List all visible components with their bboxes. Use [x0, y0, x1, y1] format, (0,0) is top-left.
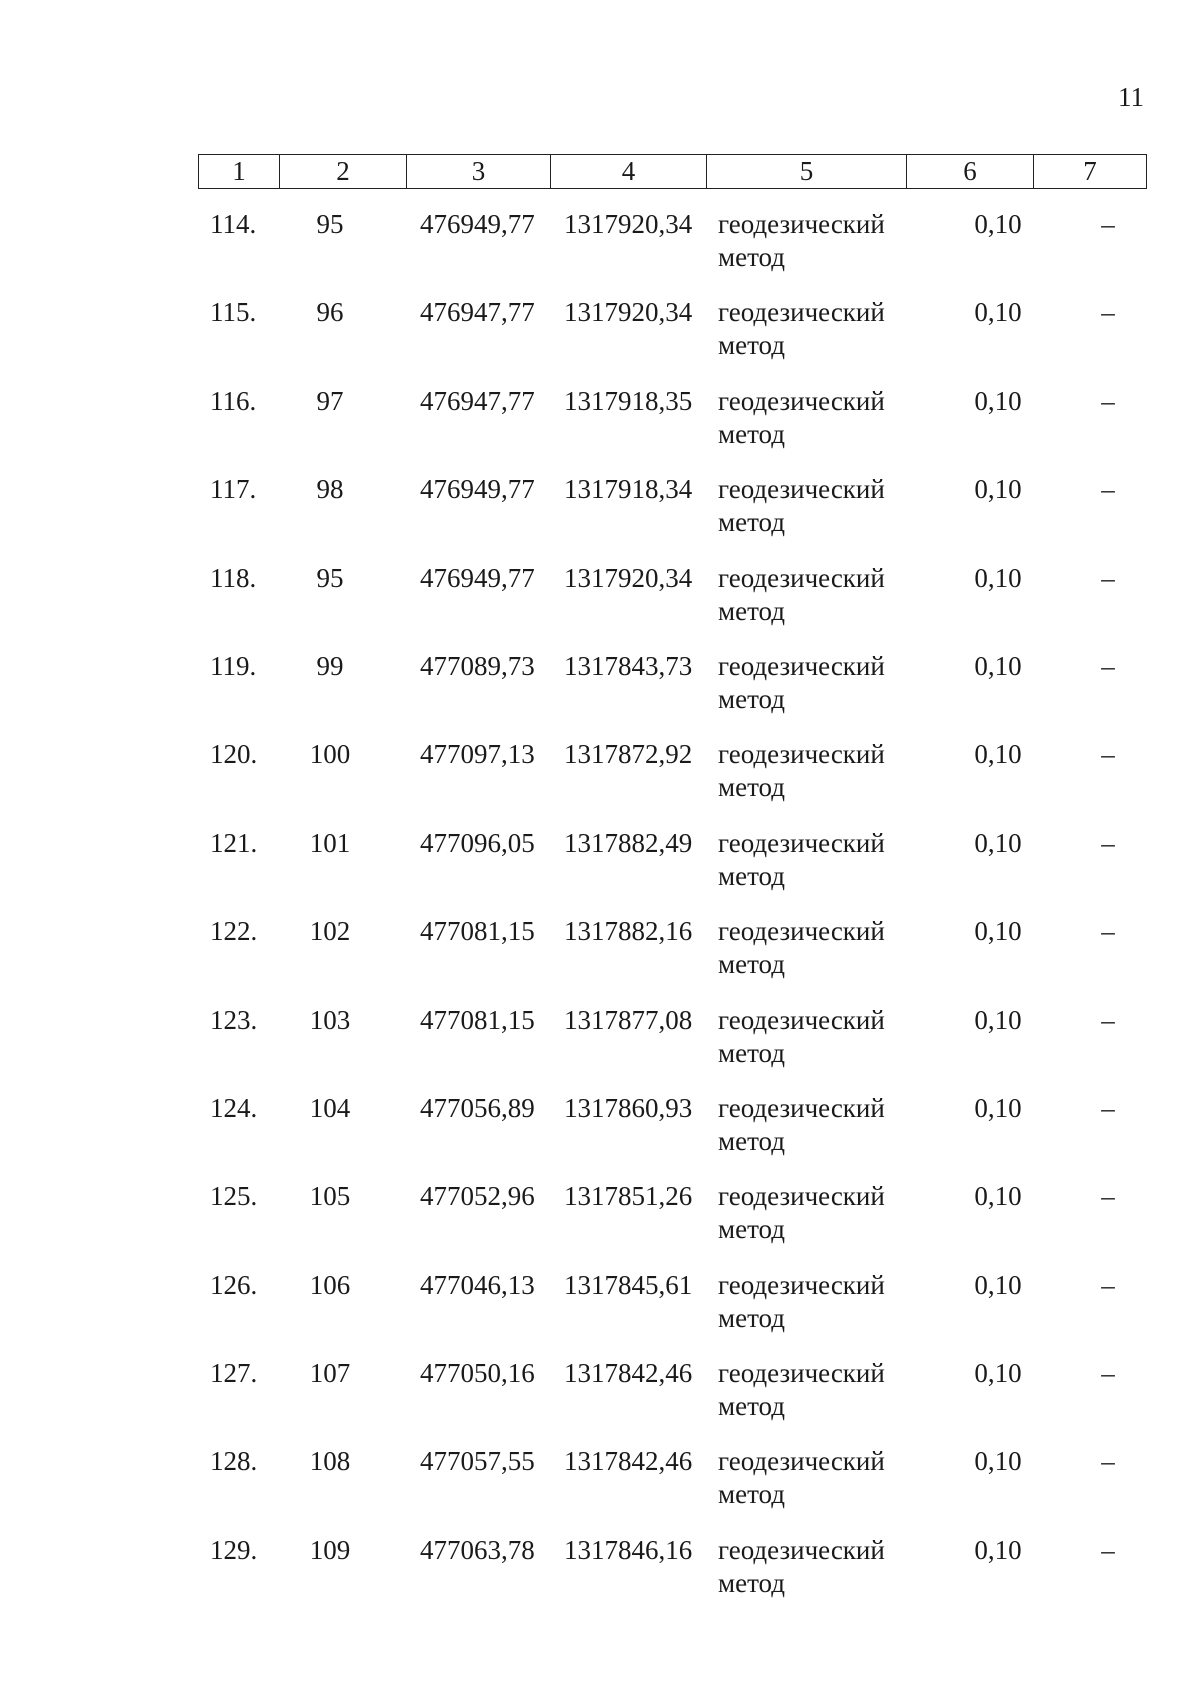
coordinate-x: 477081,15: [420, 916, 535, 947]
accuracy: 0,10: [974, 562, 1022, 593]
point-number: 101: [309, 827, 351, 858]
accuracy: 0,10: [974, 739, 1022, 770]
coordinate-x: 477063,78: [420, 1534, 535, 1565]
row-number: 114.: [210, 209, 257, 239]
coordinate-x: 477050,16: [420, 1358, 535, 1389]
note: –: [1101, 562, 1115, 593]
table-row: [198, 385, 1146, 473]
note: –: [1101, 650, 1115, 681]
coordinate-x: 476949,77: [420, 209, 535, 239]
header-col-3: 3: [407, 155, 551, 189]
table-row: [198, 562, 1146, 650]
method: геодезический метод: [718, 1269, 885, 1333]
note: –: [1101, 1004, 1115, 1035]
accuracy: 0,10: [974, 916, 1022, 947]
note: –: [1101, 827, 1115, 858]
row-number: 118.: [210, 562, 257, 593]
table-row: [198, 915, 1146, 1003]
table-row: [198, 1092, 1146, 1180]
accuracy: 0,10: [974, 1446, 1022, 1477]
method: геодезический метод: [718, 297, 885, 361]
point-number: 97: [316, 385, 344, 416]
row-number: 115.: [210, 297, 257, 328]
table-row: [198, 738, 1146, 826]
method: геодезический метод: [718, 562, 885, 626]
row-number: 117.: [210, 474, 257, 505]
row-number: 125.: [210, 1181, 258, 1212]
table-row: [198, 473, 1146, 561]
row-number: 124.: [210, 1092, 258, 1123]
page-number: 11: [1118, 82, 1144, 112]
coordinate-y: 1317860,93: [564, 1092, 693, 1123]
row-number: 129.: [210, 1534, 258, 1565]
note: –: [1101, 739, 1115, 770]
coordinate-y: 1317851,26: [564, 1181, 693, 1212]
coordinates-table-body: [198, 208, 1146, 1622]
note: –: [1101, 1446, 1115, 1477]
point-number: 96: [316, 297, 344, 328]
point-number: 109: [309, 1534, 351, 1565]
header-col-4: 4: [551, 155, 707, 189]
header-col-2: 2: [280, 155, 407, 189]
method: геодезический метод: [718, 1092, 885, 1156]
coordinate-x: 477056,89: [420, 1092, 535, 1123]
coordinate-x: 477089,73: [420, 650, 535, 681]
accuracy: 0,10: [974, 385, 1022, 416]
row-number: 126.: [210, 1269, 258, 1300]
coordinate-y: 1317842,46: [564, 1446, 693, 1477]
accuracy: 0,10: [974, 650, 1022, 681]
method: геодезический метод: [718, 385, 885, 449]
table-row: [198, 827, 1146, 915]
coordinate-y: 1317882,16: [564, 916, 693, 947]
coordinate-y: 1317845,61: [564, 1269, 693, 1300]
coordinate-y: 1317872,92: [564, 739, 693, 770]
column-number-header: [198, 154, 1147, 189]
accuracy: 0,10: [974, 1181, 1022, 1212]
method: геодезический метод: [718, 1004, 885, 1068]
note: –: [1101, 1358, 1115, 1389]
note: –: [1101, 1092, 1115, 1123]
coordinate-y: 1317920,34: [564, 209, 693, 239]
accuracy: 0,10: [974, 474, 1022, 505]
point-number: 106: [309, 1269, 351, 1300]
accuracy: 0,10: [974, 1358, 1022, 1389]
note: –: [1101, 209, 1115, 239]
coordinate-y: 1317842,46: [564, 1358, 693, 1389]
method: геодезический метод: [718, 1358, 885, 1422]
coordinate-x: 476947,77: [420, 297, 535, 328]
note: –: [1101, 1269, 1115, 1300]
coordinate-x: 477052,96: [420, 1181, 535, 1212]
point-number: 104: [309, 1092, 351, 1123]
accuracy: 0,10: [974, 209, 1022, 239]
point-number: 98: [316, 474, 344, 505]
row-number: 116.: [210, 385, 257, 416]
method: геодезический метод: [718, 474, 885, 538]
accuracy: 0,10: [974, 1004, 1022, 1035]
point-number: 108: [309, 1446, 351, 1477]
method: геодезический метод: [718, 209, 885, 272]
point-number: 102: [309, 916, 351, 947]
table-row: [198, 1445, 1146, 1533]
table-row: [198, 1004, 1146, 1092]
accuracy: 0,10: [974, 1534, 1022, 1565]
header-col-7: 7: [1034, 155, 1147, 189]
point-number: 95: [316, 209, 344, 239]
coordinate-y: 1317882,49: [564, 827, 693, 858]
header-col-6: 6: [907, 155, 1034, 189]
coordinate-x: 477096,05: [420, 827, 535, 858]
coordinate-y: 1317918,35: [564, 385, 693, 416]
row-number: 127.: [210, 1358, 258, 1389]
coordinate-x: 476949,77: [420, 474, 535, 505]
table-row: [198, 1269, 1146, 1357]
method: геодезический метод: [718, 827, 885, 891]
method: геодезический метод: [718, 916, 885, 980]
table-row: [198, 1180, 1146, 1268]
point-number: 103: [309, 1004, 351, 1035]
method: геодезический метод: [718, 1534, 885, 1598]
coordinate-y: 1317843,73: [564, 650, 693, 681]
row-number: 123.: [210, 1004, 258, 1035]
note: –: [1101, 297, 1115, 328]
note: –: [1101, 1534, 1115, 1565]
table-row: [198, 1534, 1146, 1622]
header-col-1: 1: [199, 155, 280, 189]
note: –: [1101, 385, 1115, 416]
row-number: 122.: [210, 916, 258, 947]
table-row: [198, 650, 1146, 738]
method: геодезический метод: [718, 650, 885, 714]
table-row: [198, 1357, 1146, 1445]
coordinate-x: 476947,77: [420, 385, 535, 416]
header-col-5: 5: [707, 155, 907, 189]
table-row: [198, 208, 1146, 296]
row-number: 120.: [210, 739, 258, 770]
method: геодезический метод: [718, 1446, 885, 1510]
row-number: 119.: [210, 650, 257, 681]
point-number: 99: [316, 650, 344, 681]
coordinate-y: 1317920,34: [564, 297, 693, 328]
row-number: 128.: [210, 1446, 258, 1477]
accuracy: 0,10: [974, 827, 1022, 858]
coordinate-x: 477057,55: [420, 1446, 535, 1477]
coordinate-x: 477097,13: [420, 739, 535, 770]
method: геодезический метод: [718, 739, 885, 803]
coordinate-x: 476949,77: [420, 562, 535, 593]
coordinate-x: 477046,13: [420, 1269, 535, 1300]
note: –: [1101, 916, 1115, 947]
point-number: 95: [316, 562, 344, 593]
point-number: 107: [309, 1358, 351, 1389]
accuracy: 0,10: [974, 1092, 1022, 1123]
point-number: 105: [309, 1181, 351, 1212]
coordinate-y: 1317918,34: [564, 474, 693, 505]
coordinate-x: 477081,15: [420, 1004, 535, 1035]
point-number: 100: [309, 739, 351, 770]
table-row: [198, 296, 1146, 384]
method: геодезический метод: [718, 1181, 885, 1245]
coordinate-y: 1317846,16: [564, 1534, 693, 1565]
note: –: [1101, 474, 1115, 505]
coordinate-y: 1317877,08: [564, 1004, 693, 1035]
row-number: 121.: [210, 827, 258, 858]
accuracy: 0,10: [974, 1269, 1022, 1300]
coordinate-y: 1317920,34: [564, 562, 693, 593]
note: –: [1101, 1181, 1115, 1212]
accuracy: 0,10: [974, 297, 1022, 328]
